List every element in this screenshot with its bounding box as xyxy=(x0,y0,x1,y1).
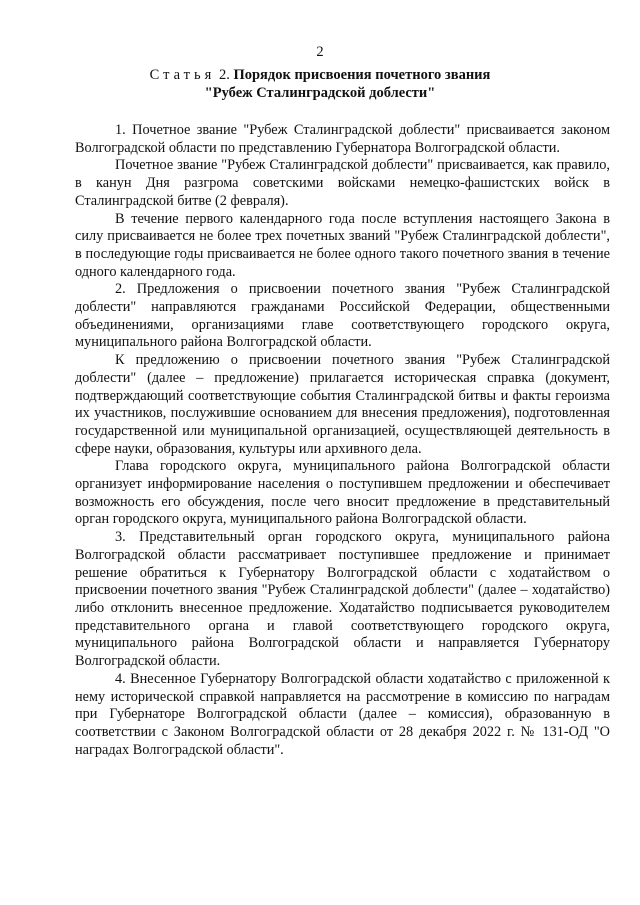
article-number: 2. xyxy=(218,67,230,83)
paragraph: 1. Почетное звание "Рубеж Сталинградской доблести" присваивается законом Волгоградской области по представлению Губернатора Волгоградской области. xyxy=(75,122,610,156)
paragraph: Глава городского округа, муниципального района Волгоградской области организует информирование населения о поступившем предложении и обеспечивает возможность его обсуждения, после чего вносит предложение в представительный орган городского округа, муниципального района Волгоградской области. xyxy=(75,458,610,528)
paragraph: 4. Внесенное Губернатору Волгоградской области ходатайство с приложенной к нему исторической справкой направляется на рассмотрение в комиссию по наградам при Губернаторе Волгоградской области (далее – комиссия), образованную в соответствии с Законом Волгоградской области от 28 декабря 2022 г. № 131-ОД "О наградах Волгоградской области". xyxy=(75,670,610,758)
article-heading-line-1 xyxy=(0,66,640,84)
article-heading xyxy=(0,66,640,102)
article-body xyxy=(75,122,610,759)
paragraph: К предложению о присвоении почетного звания "Рубеж Сталинградской доблести" (далее – предложение) прилагается историческая справка (документ, подтверждающий соответствующие события Сталинградской битвы и факты героизма их участников, послужившие основанием для внесения предложения), подготовленная государственной или муниципальной организацией, осуществляющей деятельность в сфере науки, образования, культуры или архивного дела. xyxy=(75,352,610,457)
page-number: 2 xyxy=(316,44,324,60)
paragraph: Почетное звание "Рубеж Сталинградской доблести" присваивается, как правило, в канун Дня разгрома советскими войсками немецко-фашистских войск в Сталинградской битве (2 февраля). xyxy=(75,157,610,209)
paragraph: 2. Предложения о присвоении почетного звания "Рубеж Сталинградской доблести" направляются гражданами Российской Федерации, общественными объединениями, организациями главе соответствующего городского округа, муниципального района Волгоградской области. xyxy=(75,281,610,351)
article-title-name: "Рубеж Сталинградской доблести" xyxy=(204,85,436,101)
paragraph: В течение первого календарного года после вступления настоящего Закона в силу присваивается не более трех почетных званий "Рубеж Сталинградской доблести", в последующие годы присваивается не более одного такого почетного звания в течение одного календарного года. xyxy=(75,210,610,280)
article-word: Статья xyxy=(149,67,216,83)
article-title: Порядок присвоения почетного звания xyxy=(233,67,491,83)
paragraph: 3. Представительный орган городского округа, муниципального района Волгоградской области рассматривает поступившее предложение и принимает решение обратиться к Губернатору Волгоградской области с ходатайством о присвоении почетного звания "Рубеж Сталинградской доблести" (далее – ходатайство) либо отклонить внесенное предложение. Ходатайство подписывается руководителем представительного органа и главой соответствующего городского округа, муниципального района Волгоградской области и направляется Губернатору Волгоградской области. xyxy=(75,529,610,670)
